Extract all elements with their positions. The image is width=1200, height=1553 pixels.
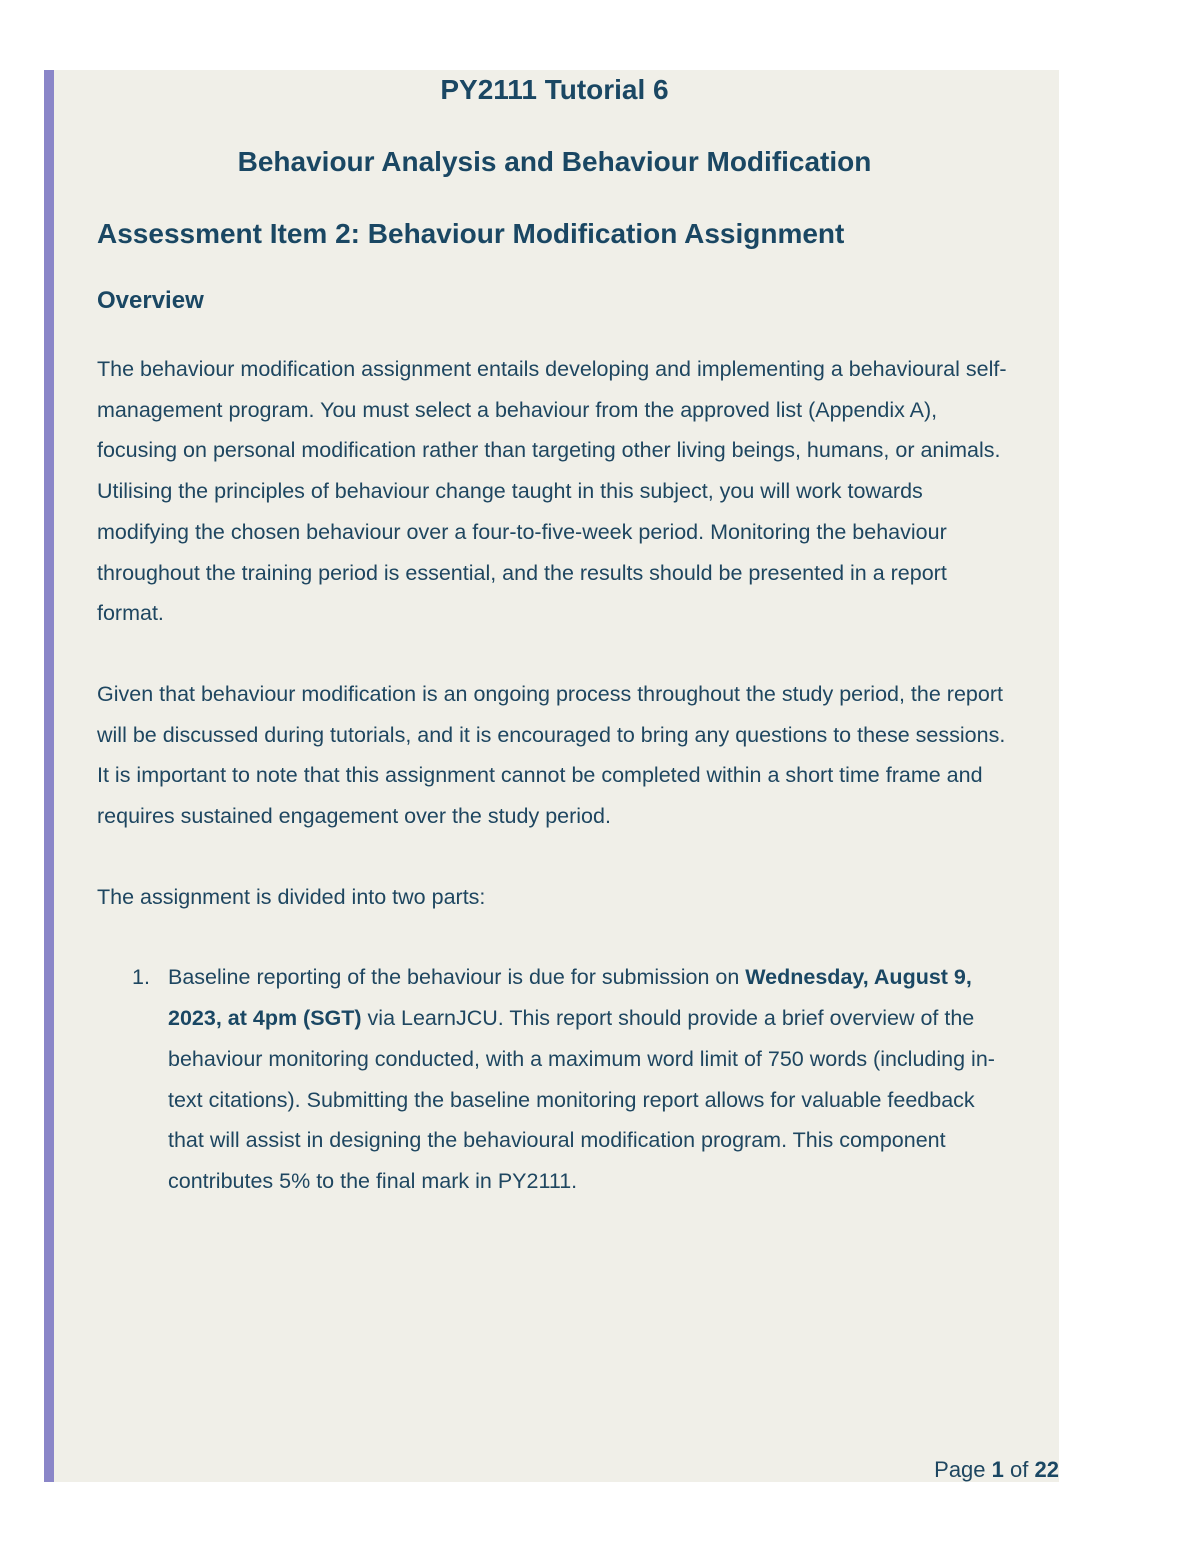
footer-page-word: Page — [934, 1457, 986, 1482]
list-item — [97, 957, 1012, 1201]
list-item-text-after: via LearnJCU. This report should provide a brief overview of the behaviour monitoring conducted, with a maximum word limit of 750 words (including in-text citations). Submitting the baseline monitoring report allows for valuable feedback that will assist in designing the behavioural modification program. This component contributes 5% to the final mark in PY2111. — [168, 1006, 995, 1193]
left-accent-bar — [44, 70, 54, 1482]
assignment-parts-list — [97, 957, 1012, 1201]
overview-paragraph-3: The assignment is divided into two parts: — [97, 884, 486, 909]
assessment-title: Assessment Item 2: Behaviour Modification Assignment — [97, 218, 845, 249]
list-item-due-date: Wednesday, August 9, 2023, at 4pm (SGT) — [168, 965, 972, 1031]
document-content — [97, 70, 1012, 1202]
list-item-number: 1. — [132, 965, 150, 990]
overview-heading: Overview — [97, 287, 204, 314]
footer-current-page: 1 — [991, 1457, 1004, 1482]
footer-of-word: of — [1010, 1457, 1029, 1482]
document-subtitle: Behaviour Analysis and Behaviour Modification — [237, 146, 872, 177]
document-title: PY2111 Tutorial 6 — [440, 74, 669, 105]
overview-paragraph-1: The behaviour modification assignment entails developing and implementing a behavioural self-management program. You must select a behaviour from the approved list (Appendix A), focusing on personal modification rather than targeting other living beings, humans, or animals. Utilising the principles of behaviour change taught in this subject, you will work towards modifying the chosen behaviour over a four-to-five-week period. Monitoring the behaviour throughout the training period is essential, and the results should be presented in a report format. — [97, 357, 1007, 626]
list-item-text-before: Baseline reporting of the behaviour is due for submission on — [168, 965, 746, 990]
footer-total-pages: 22 — [1034, 1457, 1059, 1482]
overview-paragraph-2: Given that behaviour modification is an ongoing process throughout the study period, the report will be discussed during tutorials, and it is encouraged to bring any questions to these sessions. It is important to note that this assignment cannot be completed within a short time frame and requires sustained engagement over the study period. — [97, 681, 1006, 829]
page-number-footer — [934, 1454, 1059, 1486]
